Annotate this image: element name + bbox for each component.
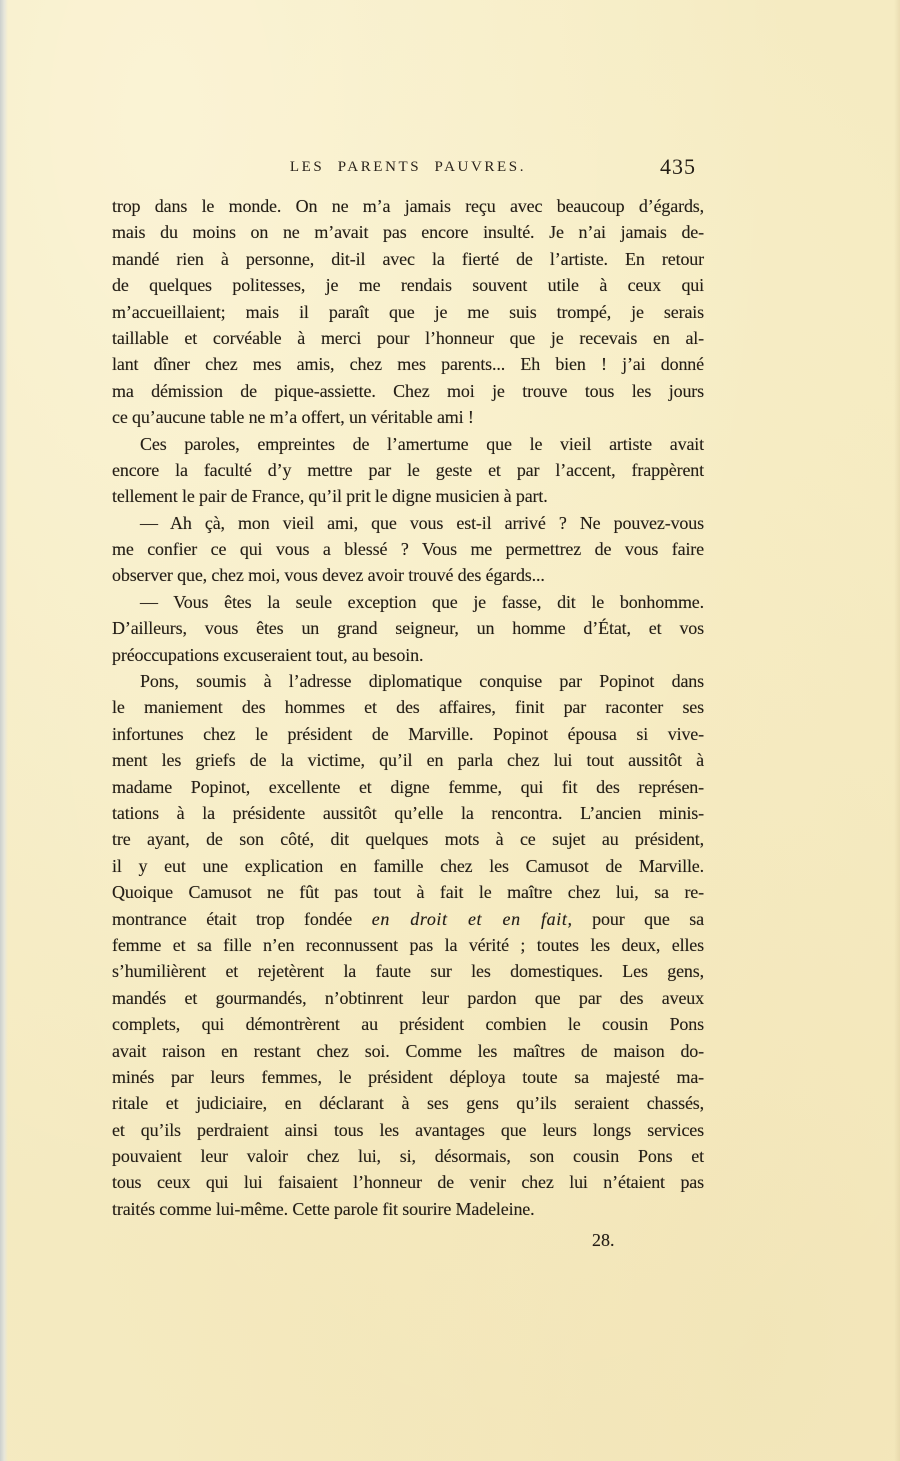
paragraph bbox=[112, 510, 704, 589]
running-title: LES PARENTS PAUVRES. bbox=[289, 159, 527, 175]
paragraph bbox=[112, 668, 704, 1222]
text-line: tous ceux qui lui faisaient l’honneur de venir chez lui n’étaient pas bbox=[112, 1172, 704, 1193]
text-line: D’ailleurs, vous êtes un grand seigneur, un homme d’État, et vos bbox=[112, 618, 704, 639]
text-line: lant dîner chez mes amis, chez mes parents... Eh bien ! j’ai donné bbox=[112, 354, 704, 375]
text-line: il y eut une explication en famille chez les Camusot de Marville. bbox=[112, 855, 704, 876]
text-line: Pons, soumis à l’adresse diplomatique conquise par Popinot dans bbox=[140, 671, 704, 692]
text-line: infortunes chez le président de Marville. Popinot épousa si vive- bbox=[112, 723, 704, 744]
scan-edge-right bbox=[894, 0, 900, 1461]
signature-mark: 28. bbox=[592, 1230, 615, 1251]
text-line: tations à la présidente aussitôt qu’elle la rencontra. L’ancien minis- bbox=[112, 802, 704, 823]
text-line: madame Popinot, excellente et digne femme, qui fit des représen- bbox=[112, 776, 704, 797]
paragraph bbox=[112, 431, 704, 510]
page-number: 435 bbox=[660, 154, 696, 179]
text-line: Ces paroles, empreintes de l’amertume que le vieil artiste avait bbox=[140, 433, 704, 454]
text-line: tellement le pair de France, qu’il prit le digne musicien à part. bbox=[112, 486, 548, 507]
text-line: ma démission de pique-assiette. Chez moi je trouve tous les jours bbox=[112, 380, 704, 401]
text-line: femme et sa fille n’en reconnussent pas la vérité ; toutes les deux, elles bbox=[112, 934, 704, 955]
text-line: complets, qui démontrèrent au président combien le cousin Pons bbox=[112, 1014, 704, 1035]
text-line: s’humilièrent et rejetèrent la faute sur les domestiques. Les gens, bbox=[112, 961, 704, 982]
text-line: et qu’ils perdraient ainsi tous les avantages que leurs longs services bbox=[112, 1119, 704, 1140]
text-line: pouvaient leur valoir chez lui, si, désormais, son cousin Pons et bbox=[112, 1146, 704, 1167]
text-line: taillable et corvéable à merci pour l’honneur que je recevais en al- bbox=[112, 327, 704, 348]
paragraph bbox=[112, 589, 704, 668]
text-line: mais du moins on ne m’avait pas encore insulté. Je n’ai jamais de- bbox=[112, 222, 704, 243]
text-line: trop dans le monde. On ne m’a jamais reçu avec beaucoup d’égards, bbox=[112, 196, 704, 216]
text-line: de quelques politesses, je me rendais souvent utile à ceux qui bbox=[112, 275, 704, 296]
text-line: ment les griefs de la victime, qu’il en parla chez lui tout aussitôt à bbox=[112, 750, 704, 771]
text-line: traités comme lui-même. Cette parole fit sourire Madeleine. bbox=[112, 1198, 535, 1219]
page-header bbox=[112, 154, 704, 180]
text-line: mandé rien à personne, dit-il avec la fierté de l’artiste. En retour bbox=[112, 248, 704, 269]
text-line: me confier ce qui vous a blessé ? Vous me permettrez de vous faire bbox=[112, 539, 704, 560]
text-line: — Vous êtes la seule exception que je fasse, dit le bonhomme. bbox=[140, 591, 704, 612]
text-line: ce qu’aucune table ne m’a offert, un véritable ami ! bbox=[112, 407, 474, 428]
text-block bbox=[112, 154, 704, 1251]
text-line: mandés et gourmandés, n’obtinrent leur pardon que par des aveux bbox=[112, 987, 704, 1008]
text-line: Quoique Camusot ne fût pas tout à fait le maître chez lui, sa re- bbox=[112, 882, 704, 903]
text-line: — Ah çà, mon vieil ami, que vous est-il arrivé ? Ne pouvez-vous bbox=[140, 512, 704, 533]
text-line: minés par leurs femmes, le président déploya toute sa majesté ma- bbox=[112, 1066, 704, 1087]
text-line: encore la faculté d’y mettre par le geste et par l’accent, frappèrent bbox=[112, 459, 704, 480]
text-line: avait raison en restant chez soi. Comme les maîtres de maison do- bbox=[112, 1040, 704, 1061]
text-line: m’accueillaient; mais il paraît que je me suis trompé, je serais bbox=[112, 301, 704, 322]
text-line: tre ayant, de son côté, dit quelques mots à ce sujet au président, bbox=[112, 829, 704, 850]
body-text bbox=[112, 193, 704, 1222]
paragraph bbox=[112, 193, 704, 431]
scan-edge-left bbox=[0, 0, 8, 1461]
text-line: montrance était trop fondée en droit et en fait, pour que sa bbox=[112, 908, 704, 929]
text-line: observer que, chez moi, vous devez avoir trouvé des égards... bbox=[112, 565, 545, 586]
text-line: ritale et judiciaire, en déclarant à ses gens qu’ils seraient chassés, bbox=[112, 1093, 704, 1114]
text-line: le maniement des hommes et des affaires, finit par raconter ses bbox=[112, 697, 704, 718]
text-line: préoccupations excuseraient tout, au besoin. bbox=[112, 644, 424, 665]
